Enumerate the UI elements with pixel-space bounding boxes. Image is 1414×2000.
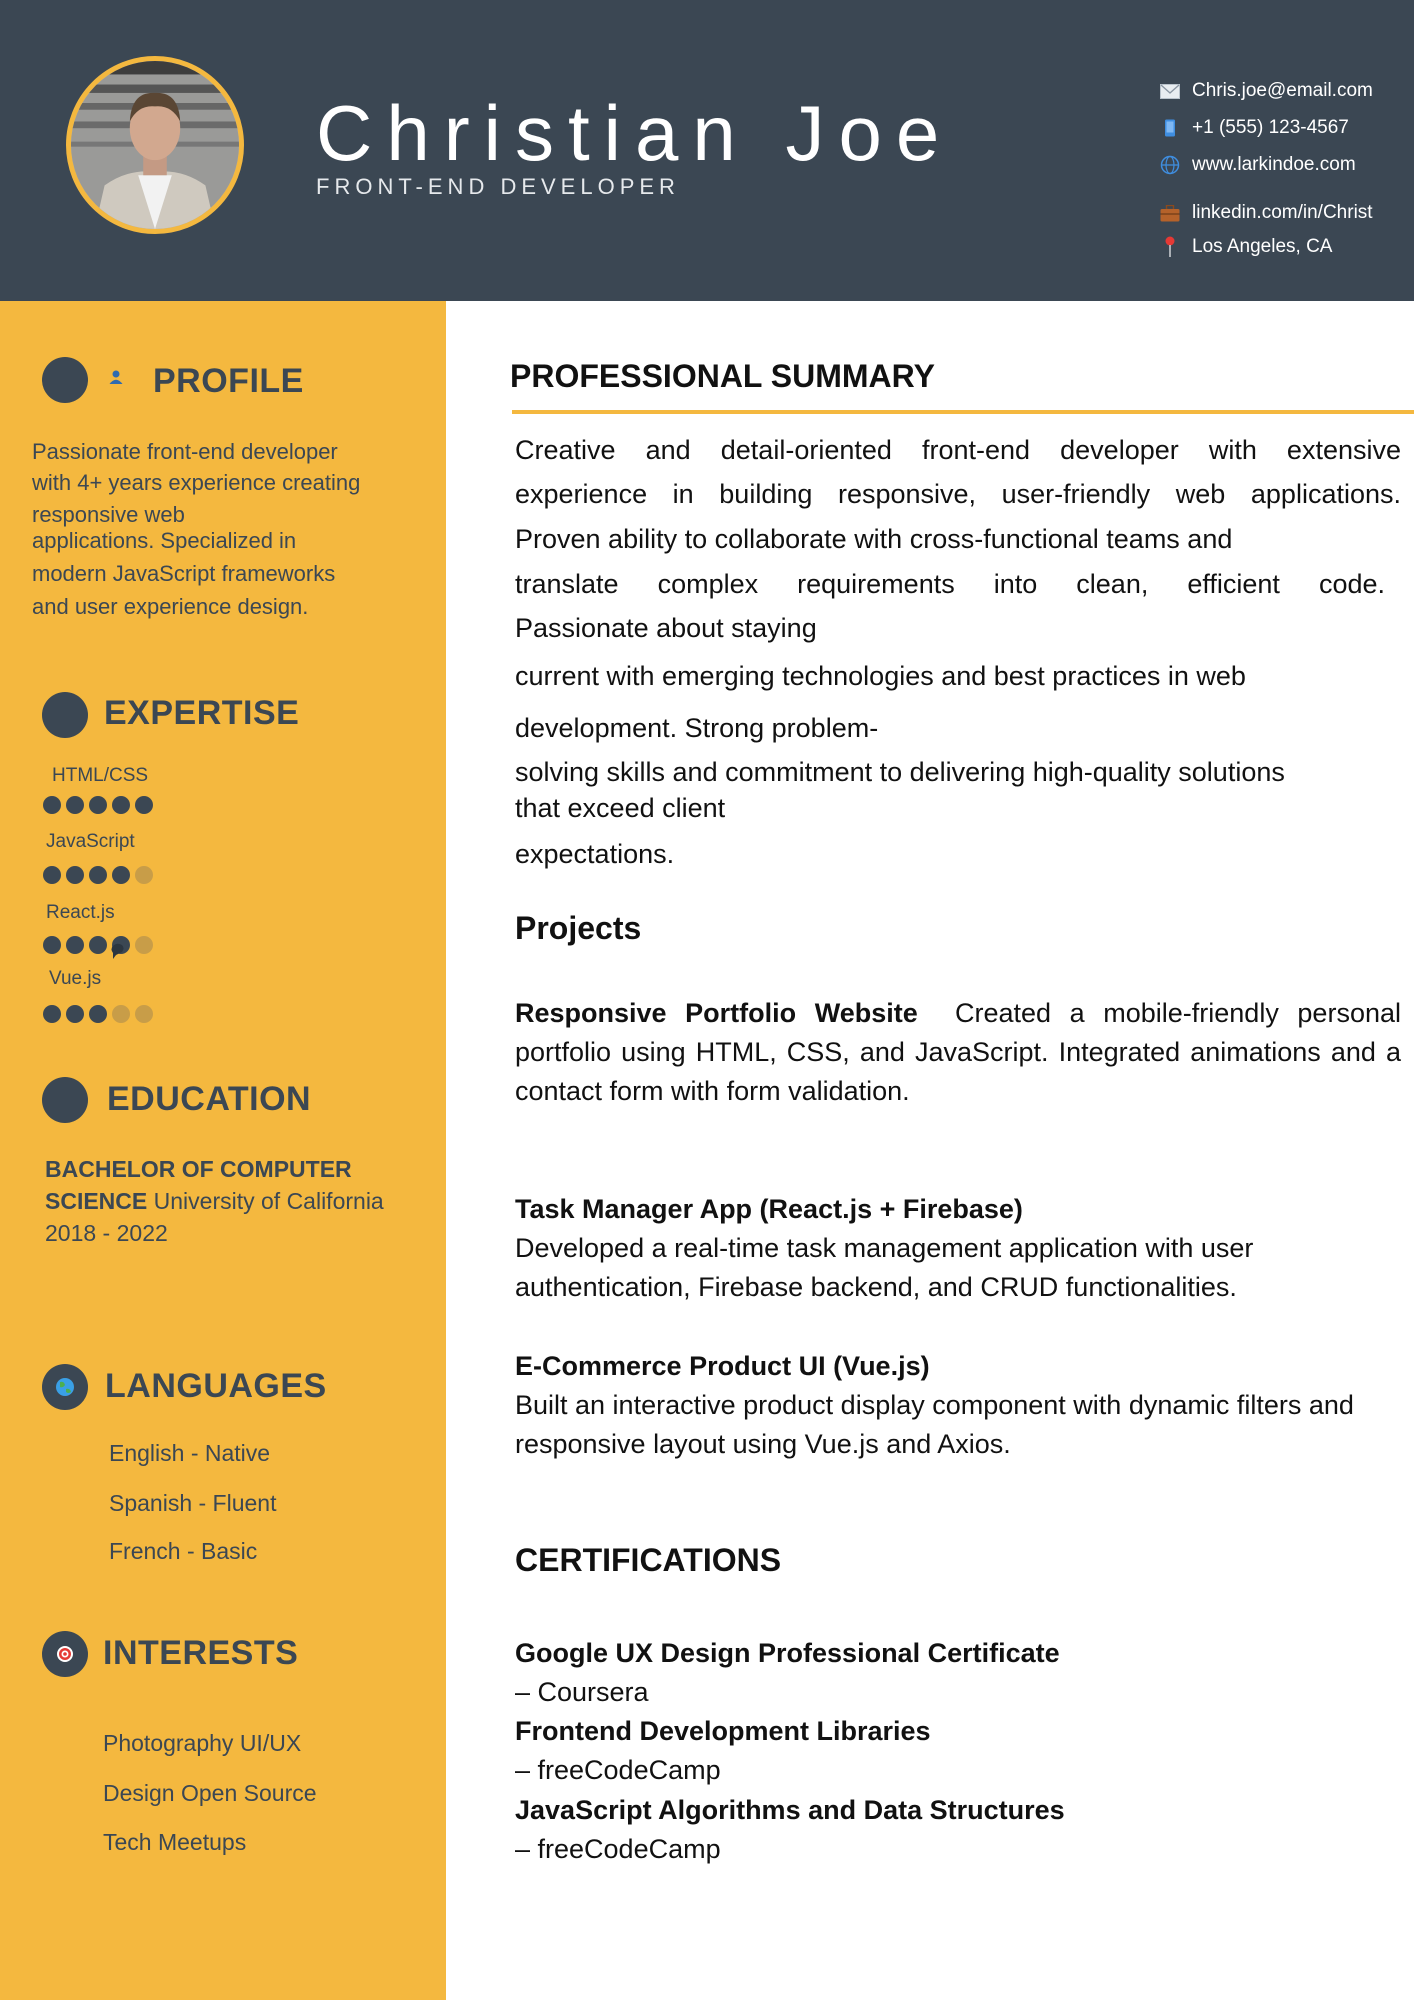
certification-issuer: – Coursera	[515, 1677, 649, 1707]
contact-location[interactable]	[1158, 234, 1332, 260]
candidate-name: Christian Joe	[316, 89, 954, 177]
interest-item: Photography UI/UX	[103, 1730, 302, 1756]
section-dot	[42, 692, 88, 738]
languages-title: LANGUAGES	[105, 1367, 327, 1405]
summary-title: PROFESSIONAL SUMMARY	[510, 358, 935, 394]
section-dot	[42, 1631, 88, 1677]
contact-linkedin[interactable]	[1158, 200, 1373, 226]
mail-icon	[1158, 79, 1182, 103]
contact-phone[interactable]	[1158, 115, 1349, 141]
skill-label: HTML/CSS	[52, 765, 149, 786]
skill-label: Vue.js	[49, 968, 102, 989]
language-item: Spanish - Fluent	[109, 1490, 277, 1516]
summary-divider	[512, 410, 1414, 414]
location-pin-icon	[1158, 235, 1182, 259]
candidate-role: FRONT-END DEVELOPER	[316, 174, 680, 199]
sidebar	[0, 301, 446, 2000]
interest-item: Tech Meetups	[103, 1829, 247, 1855]
skill-rating	[43, 936, 153, 954]
globe-icon	[55, 1377, 75, 1397]
profile-title: PROFILE	[153, 362, 304, 400]
certification-name: Frontend Development Libraries	[515, 1716, 931, 1746]
interests-title: INTERESTS	[103, 1634, 299, 1672]
education-title: EDUCATION	[107, 1080, 312, 1118]
contact-email[interactable]	[1158, 78, 1373, 104]
contact-text: www.larkindoe.com	[1192, 154, 1356, 175]
section-dot	[42, 1364, 88, 1410]
section-dot	[42, 357, 88, 403]
avatar	[66, 56, 244, 234]
project-item: Responsive Portfolio Website Created a mobile-friendly personal portfolio using HTML, CSS, and JavaScript. Integrated animations and a contact form with form validation.	[515, 998, 1401, 1106]
contact-text: Chris.joe@email.com	[1192, 80, 1373, 101]
user-icon	[108, 369, 124, 390]
profile-text: Passionate front-end developer with 4+ years experience creating responsive web applications. Specialized in modern JavaScript frameworks and user experience design.	[32, 439, 361, 619]
project-item: Task Manager App (React.js + Firebase) Developed a real-time task management application with user authentication, Firebase backend, and CRUD functionalities.	[515, 1194, 1254, 1302]
cursor-icon	[110, 941, 126, 966]
briefcase-icon	[1158, 201, 1182, 225]
target-icon	[55, 1644, 75, 1664]
contact-text: linkedin.com/in/Christ	[1192, 202, 1373, 223]
skill-rating	[43, 1005, 153, 1023]
skill-rating	[43, 796, 153, 814]
skill-label: React.js	[46, 902, 115, 923]
contact-website[interactable]	[1158, 152, 1356, 178]
certification-name: Google UX Design Professional Certificate	[515, 1638, 1060, 1668]
education-text: BACHELOR OF COMPUTER SCIENCE University of California 2018 - 2022	[45, 1156, 384, 1246]
interest-item: Design Open Source	[103, 1780, 317, 1806]
section-dot	[42, 1077, 88, 1123]
skill-rating	[43, 866, 153, 884]
language-item: French - Basic	[109, 1538, 258, 1564]
certification-issuer: – freeCodeCamp	[515, 1834, 721, 1864]
certifications-title: CERTIFICATIONS	[515, 1542, 782, 1578]
phone-icon	[1158, 116, 1182, 140]
project-item: E-Commerce Product UI (Vue.js) Built an interactive product display component with dynamic filters and responsive layout using Vue.js and Axios.	[515, 1351, 1354, 1459]
globe-icon	[1158, 153, 1182, 177]
certification-issuer: – freeCodeCamp	[515, 1755, 721, 1785]
certification-name: JavaScript Algorithms and Data Structures	[515, 1795, 1065, 1825]
language-item: English - Native	[109, 1440, 271, 1466]
skill-label: JavaScript	[46, 831, 135, 852]
expertise-title: EXPERTISE	[104, 694, 300, 732]
projects-title: Projects	[515, 910, 642, 946]
header	[0, 0, 1414, 301]
contact-text: +1 (555) 123-4567	[1192, 117, 1349, 138]
contact-text: Los Angeles, CA	[1192, 236, 1333, 257]
